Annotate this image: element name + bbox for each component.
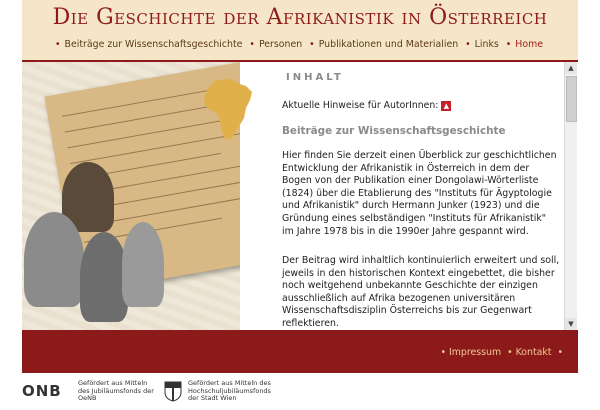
footer-link-kontakt[interactable]: Kontakt	[515, 347, 552, 358]
paragraph: Der Beitrag wird inhaltlich kontinuierlich erweitert und soll, jeweils in den historischen Kontext eingebettet, die bisher noch weitgehend unbekannte Geschichte der einzigen ausschließlich auf Afrika bezogenen universitären Wissenschaftsdisziplin Österreichs bis zur Gegenwart reflektieren.	[282, 255, 560, 329]
pdf-icon[interactable]: ▲	[441, 101, 451, 111]
nav-bullet: •	[309, 39, 315, 50]
nav-item-publikationen[interactable]: Publikationen und Materialien	[318, 39, 459, 50]
footer-bar	[22, 330, 578, 373]
portrait-photo	[24, 212, 84, 307]
main-nav	[22, 39, 578, 50]
author-notice-text: Aktuelle Hinweise für AutorInnen:	[282, 100, 439, 111]
nav-bullet: •	[505, 39, 512, 50]
footer-link-impressum[interactable]: Impressum	[448, 347, 502, 358]
footer-bullet: •	[440, 347, 446, 358]
site-header	[22, 0, 578, 62]
scrollbar-thumb[interactable]	[566, 76, 577, 122]
footer-bullet: •	[507, 347, 513, 358]
portrait-photo	[80, 232, 128, 322]
footer-bullet: •	[557, 347, 563, 358]
portrait-photo	[122, 222, 164, 307]
vienna-crest-icon	[164, 380, 182, 402]
nav-item-links[interactable]: Links	[474, 39, 499, 50]
nav-bullet: •	[465, 39, 471, 50]
onb-sponsor-text: Gefördert aus Mitteln des Jubiläumsfonds der OeNB	[78, 379, 154, 402]
scroll-up-arrow-icon[interactable]: ▲	[565, 62, 577, 74]
sponsor-logos	[22, 378, 322, 406]
nav-bullet: •	[249, 39, 255, 50]
nav-item-beitraege[interactable]: Beiträge zur Wissenschaftsgeschichte	[64, 39, 243, 50]
footer-links	[437, 347, 566, 358]
section-title: Beiträge zur Wissenschaftsgeschichte	[282, 125, 506, 137]
nav-item-personen[interactable]: Personen	[258, 39, 303, 50]
nav-item-home[interactable]: Home	[515, 39, 543, 50]
scrollbar[interactable]	[564, 62, 577, 330]
scroll-down-arrow-icon[interactable]: ▼	[565, 318, 577, 330]
page-heading: INHALT	[286, 72, 344, 83]
wien-sponsor-text: Gefördert aus Mitteln des Hochschuljubiläumsfonds der Stadt Wien	[188, 379, 271, 402]
paragraph: Hier finden Sie derzeit einen Überblick zur geschichtlichen Entwicklung der Afrikanistik in Österreich in dem der Bogen von der Publikation einer Dongolawi-Wörterliste (1824) über die Etablierung des "Instituts für Ägyptologie und Afrikanistik" durch Hermann Junker (1923) und die Gründung eines selbständigen "Instituts für Afrikanistik" im Jahre 1978 bis in die 1990er Jahre gespannt wird.	[282, 150, 557, 237]
onb-logo: ONB	[22, 382, 62, 400]
page-frame	[22, 0, 578, 373]
author-notice	[282, 100, 451, 111]
main-content	[240, 62, 564, 330]
site-title: Die Geschichte der Afrikanistik in Österreich	[52, 5, 548, 30]
nav-bullet: •	[55, 39, 61, 50]
